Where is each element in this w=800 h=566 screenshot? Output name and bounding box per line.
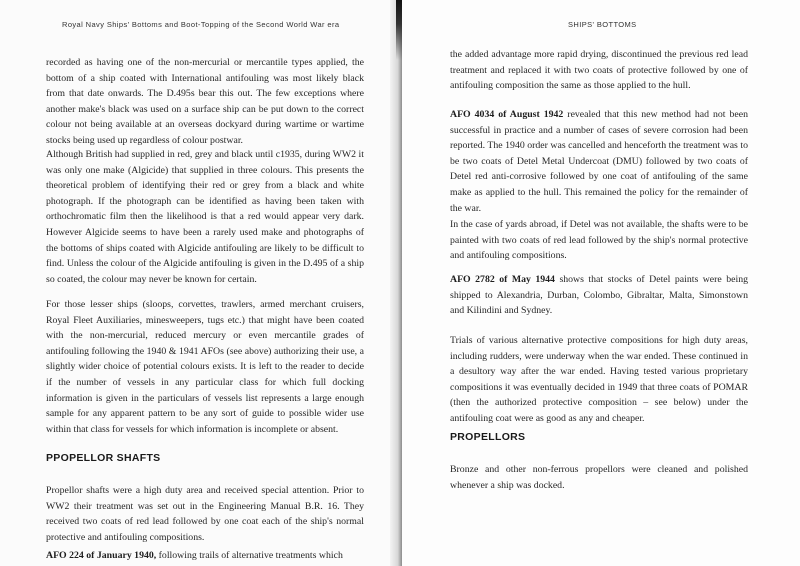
right-paragraph-4 <box>450 272 748 319</box>
right-paragraph-6: Bronze and other non-ferrous propellors were cleaned and polished whenever a ship was docked. <box>450 464 748 491</box>
left-paragraph-5-text: following trails of alternative treatments which <box>156 550 343 561</box>
afo-2782-lead: AFO 2782 of May 1944 <box>450 274 555 285</box>
left-paragraph-3: For those lesser ships (sloops, corvettes, trawlers, armed merchant cruisers, Royal Fleet Auxiliaries, minesweepers, tugs etc.) that might have been coated with the non-mercurial, reduced mercury or even mercantile grades of antifouling following the 1940 & 1941 AFOs (see above) authorizing their use, a slightly wider choice of potential colours exists. It is left to the reader to decide if the number of vessels in any particular class for which full docking information is given in the particulars of vessels list represents a large enough sample for any apparent pattern to be any sort of guide to possible wider use within that class for vessels for which information is incomplete or absent. <box>46 299 364 435</box>
right-page <box>402 0 800 566</box>
left-paragraph-2: Although British had supplied in red, grey and black until c1935, during WW2 it was only one make (Algicide) that supplied in three colours. This presents the theoretical problem of identifying their red or grey from a black and white photograph. If the photograph can be identified as having been taken with orthochromatic film then the likelihood is that a red would appear very dark. However Algicide seems to have been a rarely used make and photographs of the bottoms of ships coated with Algicide antifouling are likely to be difficult to find. Unless the colour of the Algicide antifouling is given in the D.495 of a ship so coated, the colour may never be known for certain. <box>46 149 364 285</box>
right-paragraph-2-text: revealed that this new method had not been successful in practice and a number of cases of severe corrosion had been reported. The 1940 order was cancelled and henceforth the treatment was to be two coats of Detel Metal Undercoat (DMU) followed by two coats of Detel red anti-corrosive followed by one coat of antifouling of the same make as applied to the hull. This remained the policy for the remainder of the war. <box>450 109 748 214</box>
left-page <box>0 0 398 566</box>
right-running-head: SHIPS' BOTTOMS <box>568 20 637 29</box>
left-paragraph-4: Propellor shafts were a high duty area and received special attention. Prior to WW2 their treatment was set out in the Engineering Manual B.R. 16. They received two coats of red lead followed by one coat each of the ship's normal protective and antifouling compositions. <box>46 485 364 543</box>
afo-4034-lead: AFO 4034 of August 1942 <box>450 109 564 120</box>
afo-224-lead: AFO 224 of January 1940, <box>46 550 157 561</box>
left-paragraph-1: recorded as having one of the non-mercurial or mercantile types applied, the bottom of a ship coated with International antifouling was most likely black from that date onwards. The D.495s bear this out. The few exceptions where another make's black was used on a surface ship can be put down to the correct colour not being available at an overseas dockyard during wartime or wartime stocks being used up regardless of colour postwar. <box>46 57 364 146</box>
section-heading-propellors: PROPELLORS <box>450 431 526 443</box>
right-paragraph-2 <box>450 107 748 216</box>
section-heading-propellor-shafts: PPOPELLOR SHAFTS <box>46 452 161 464</box>
right-paragraph-1: the added advantage more rapid drying, discontinued the previous red lead treatment and replaced it with two coats of protective followed by one of antifouling composition the same as those applied to the hull. <box>450 49 748 92</box>
left-paragraph-5 <box>46 548 364 564</box>
left-running-head: Royal Navy Ships' Bottoms and Boot-Topping of the Second World War era <box>62 20 340 29</box>
right-paragraph-5: Trials of various alternative protective compositions for high duty areas, including rudders, were underway when the war ended. These continued in a desultory way after the war ended. Having tested various proprietary compositions it was eventually decided in 1949 that three coats of POMAR (then the authorized protective composition – see below) under the antifouling coat were as good as any and cheaper. <box>450 335 748 424</box>
right-paragraph-4-text: shows that stocks of Detel paints were being shipped to Alexandria, Durban, Colombo, Gibraltar, Malta, Simonstown and Kilindini and Sydney. <box>450 274 748 317</box>
right-paragraph-3: In the case of yards abroad, if Detel was not available, the shafts were to be painted with two coats of red lead followed by the ship's normal protective and antifouling compositions. <box>450 219 748 262</box>
